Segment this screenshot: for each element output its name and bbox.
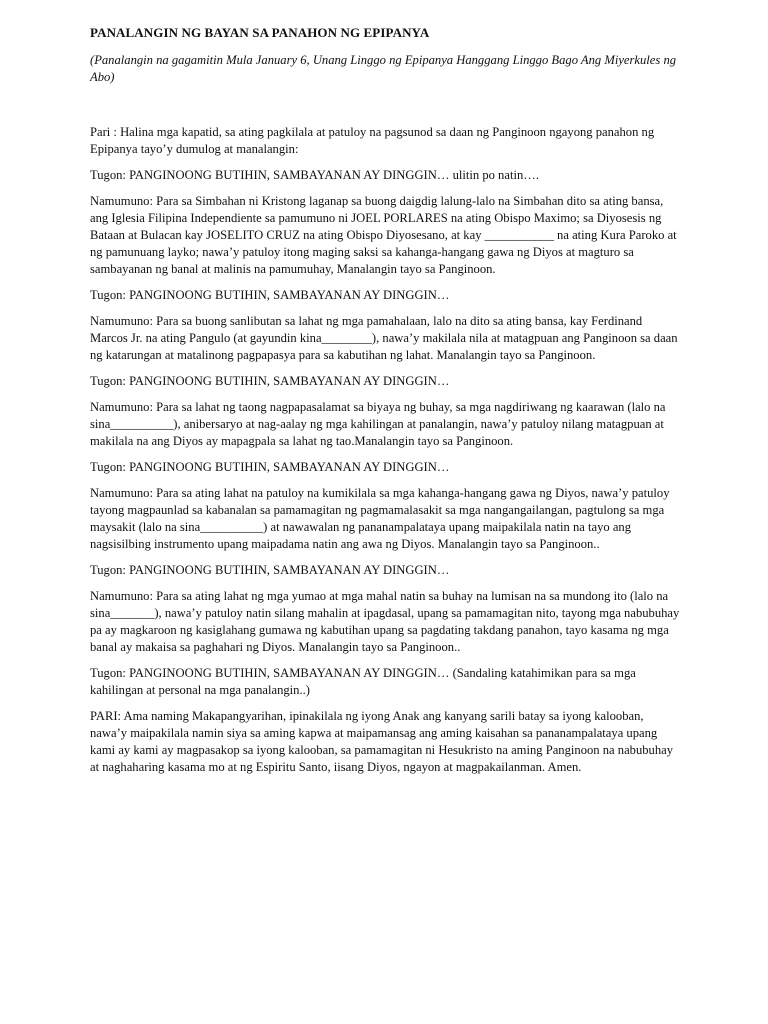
response-line: Tugon: PANGINOONG BUTIHIN, SAMBAYANAN AY DINGGIN… ulitin po natin…. [90, 168, 539, 182]
petition-church: Namumuno: Para sa Simbahan ni Kristong laganap sa buong daigdig lalung-lalo na Simbahan dito sa ating bansa, ang Iglesia Filipina Independiente sa pamumuno ni JOEL PORLARES na ating Obispo Maximo; sa Diyosesis ng Bataan at Bulacan kay JOSELITO CRUZ na ating Obispo Diyosesano, at kay ___________ na ating Kura Paroko at ng pamunuang layko; nawa’y patuloy itong maging saksi sa kahanga-hangang gawa ng Diyos at magturo sa sambayanan ng banal at malinis na pamumuhay, Manalangin tayo sa Panginoon. [90, 194, 677, 276]
document-title: PANALANGIN NG BAYAN SA PANAHON NG EPIPANYA [90, 25, 430, 40]
petition-thanksgiving: Namumuno: Para sa lahat ng taong nagpapasalamat sa biyaya ng buhay, sa mga nagdiriwang ng kaarawan (lalo na sina__________), anibersaryo at nag-aalay ng mga kahilingan at panalangin, nawa’y patuloy nilang matagpuan at makilala na ang Diyos ay mapagpala sa lahat ng tao.Manalangin tayo sa Panginoon. [90, 400, 666, 448]
response-line: Tugon: PANGINOONG BUTIHIN, SAMBAYANAN AY DINGGIN… [90, 460, 450, 474]
closing-prayer: PARI: Ama naming Makapangyarihan, ipinakilala ng iyong Anak ang kanyang sarili batay sa iyong kalooban, nawa’y maipakilala namin siya sa aming kapwa at maipamansag ang aming kaisahan sa pananampalataya upang kami ay kami ay magpasakop sa iyong kalooban, sa pamamagitan ni Hesukristo na aming Panginoon na nabubuhay at naghaharing kasama mo at ng Espiritu Santo, iisang Diyos, ngayon at magpakailanman. Amen. [90, 709, 674, 774]
petition-community: Namumuno: Para sa ating lahat na patuloy na kumikilala sa mga kahanga-hangang gawa ng Diyos, nawa’y patuloy tayong magpaunlad sa kabanalan sa pamamagitan ng pagmamalasakit sa mga nangangailangan, pagtulong sa mga maysakit (lalo na sina__________) at nawawalan ng pananampalataya upang maipakilala natin na tayo ang nagsisilbing instrumento upang maipadama natin ang awa ng Diyos. Manalangin tayo sa Panginoon.. [90, 486, 670, 551]
opening-invitation: Pari : Halina mga kapatid, sa ating pagkilala at patuloy na pagsunod sa daan ng Panginoon ngayong panahon ng Epipanya tayo’y dumulog at manalangin: [90, 125, 655, 156]
petition-world: Namumuno: Para sa buong sanlibutan sa lahat ng mga pamahalaan, lalo na dito sa ating bansa, kay Ferdinand Marcos Jr. na ating Pangulo (at gayundin kina________), nawa’y makilala nila at matagpuan ang Panginoon sa daan ng katarungan at matalinong pagpapasya para sa kabutihan ng lahat. Manalangin tayo sa Panginoon. [90, 314, 678, 362]
response-line: Tugon: PANGINOONG BUTIHIN, SAMBAYANAN AY DINGGIN… [90, 374, 450, 388]
petition-departed: Namumuno: Para sa ating lahat ng mga yumao at mga mahal natin sa buhay na lumisan na sa mundong ito (lalo na sina_______), nawa’y patuloy natin silang mahalin at ipagdasal, upang sa pamamagitan nito, tayong mga nabubuhay pa ay magkaroon ng kasiglahang gumawa ng kabutihan upang sa pagdating takdang panahon, tayo kasama ng mga banal ay makaisa sa paghahari ng Diyos. Manalangin tayo sa Panginoon.. [90, 589, 680, 654]
response-silence: Tugon: PANGINOONG BUTIHIN, SAMBAYANAN AY DINGGIN… (Sandaling katahimikan para sa mga kahilingan at personal na mga panalangin..) [90, 666, 636, 697]
document-page [90, 24, 680, 785]
response-line: Tugon: PANGINOONG BUTIHIN, SAMBAYANAN AY DINGGIN… [90, 288, 450, 302]
response-line: Tugon: PANGINOONG BUTIHIN, SAMBAYANAN AY DINGGIN… [90, 563, 450, 577]
document-subtitle: (Panalangin na gagamitin Mula January 6, Unang Linggo ng Epipanya Hanggang Linggo Bago Ang Miyerkules ng Abo) [90, 53, 677, 84]
